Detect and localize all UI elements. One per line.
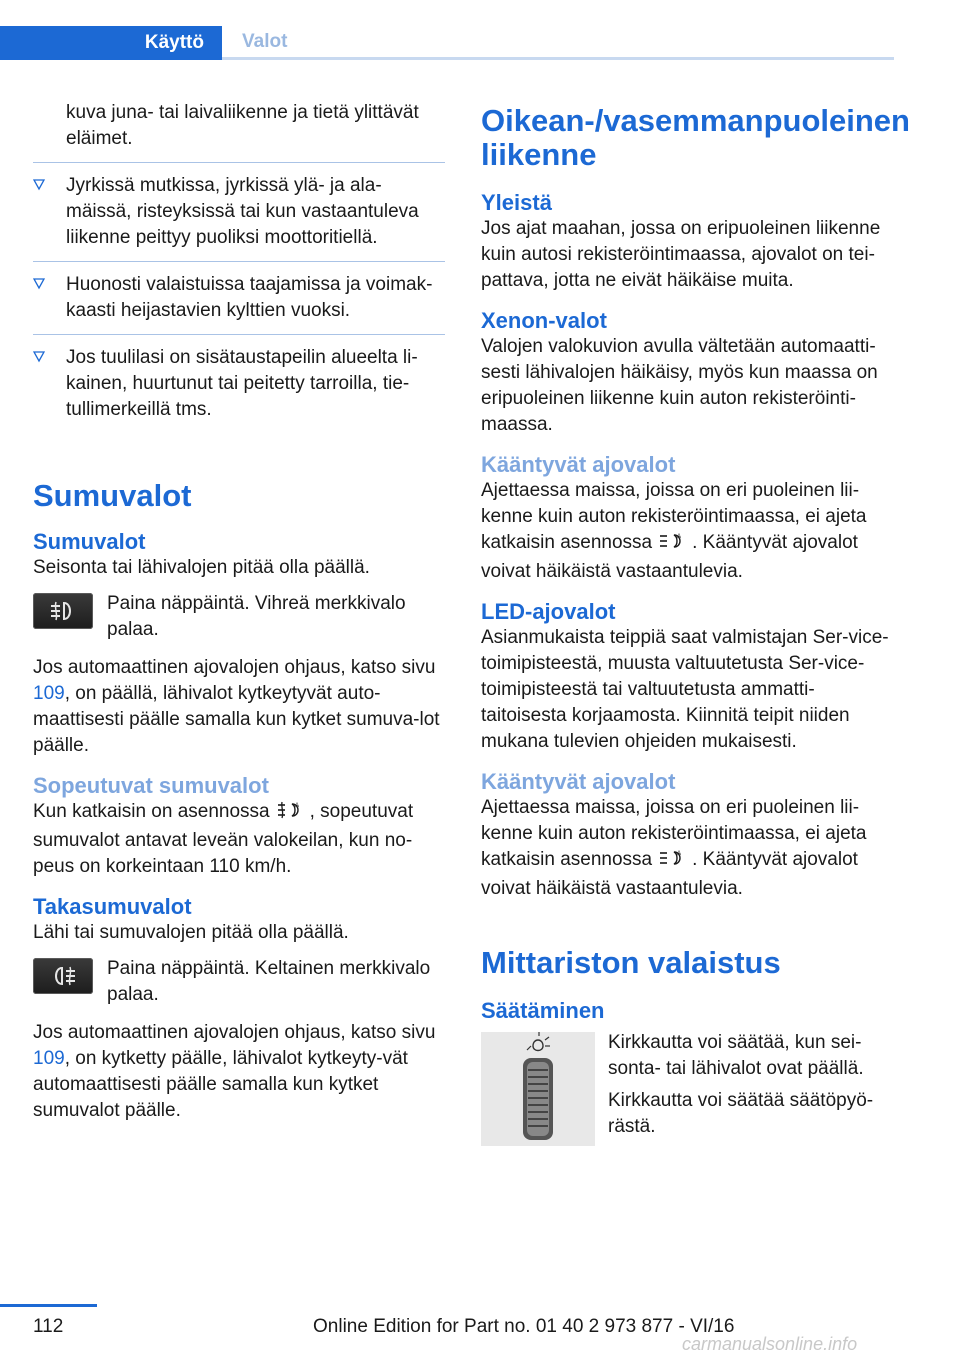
triangle-bullet-icon <box>33 173 45 191</box>
subsection-title-xenon: Xenon-valot <box>481 308 607 333</box>
sumuvalot-text: Seisonta tai lähivalojen pitää olla päällä. <box>33 557 370 578</box>
rear-auto-text-b: , on kytketty päälle, lähivalot kytkeyty-vät automaattisesti päälle samalla kun kytket sumuvalot päälle. <box>33 1048 408 1121</box>
bullet-divider <box>33 261 445 262</box>
subsection-title-adjust: Säätäminen <box>481 998 605 1023</box>
turning2-text-a: Ajettaessa maissa, joissa on eri puoleinen lii-kenne kuin auton rekisteröintimaassa, ei ajeta katkaisin asennossa <box>481 797 867 870</box>
turning-text-b: . Kääntyvät ajovalot voivat häikäistä vastaantulevia. <box>481 532 858 582</box>
left-column <box>33 100 445 1124</box>
header-tabbar <box>0 26 894 60</box>
tab-valot[interactable]: Valot <box>222 26 894 60</box>
subsection-title-adaptive-fog: Sopeutuvat sumuvalot <box>33 773 269 798</box>
tab-kaytto[interactable]: Käyttö <box>0 26 222 60</box>
subsection-title-turning-lights-2: Kääntyvät ajovalot <box>481 769 676 794</box>
turning2-text-b: . Kääntyvät ajovalot voivat häikäistä vastaantulevia. <box>481 849 858 899</box>
intro-continuation: kuva juna- tai laivaliikenne ja tietä ylittävät eläimet. <box>66 102 419 149</box>
turning-lights-text <box>481 478 897 585</box>
auto-light-switch-icon <box>658 848 686 876</box>
list-item <box>33 272 445 324</box>
rear-fog-light-icon <box>48 965 78 987</box>
bullet-text: Huonosti valaistuissa taajamissa ja voimak-kaasti heijastavien kylttien vuoksi. <box>66 274 433 321</box>
led-text: Asianmukaista teippiä saat valmistajan Ser-vice-toimipisteestä, muusta valtuutetusta Ser-vice-toimipisteestä tai valtuutetusta ammatti-taitoisesta korjaamosta. Kiinnitä teipit niiden mukana tulevien ohjeiden mukaisesti. <box>481 627 889 752</box>
svg-text:A: A <box>294 803 299 809</box>
xenon-text: Valojen valokuvion avulla vältetään automaatti-sesti lähivalojen häikäisy, myös kun maassa on eripuoleinen liikenne kuin auton rekisteröinti-maassa. <box>481 336 878 435</box>
rear-fog-text: Lähi tai sumuvalojen pitää olla päällä. <box>33 922 349 943</box>
auto-headlight-text <box>33 655 445 759</box>
section-title-traffic: Oikean-/vasemmanpuoleinen liikenne <box>481 103 910 172</box>
subsection-title-turning-lights: Kääntyvät ajovalot <box>481 452 676 477</box>
turning-lights-text-2 <box>481 795 897 902</box>
rear-auto-text-a: Jos automaattinen ajovalojen ohjaus, katso sivu <box>33 1022 436 1043</box>
subsection-title-sumuvalot: Sumuvalot <box>33 529 146 554</box>
svg-text:A: A <box>677 534 682 540</box>
section-title-instrument-lighting: Mittariston valaistus <box>481 945 781 980</box>
auto-light-switch-icon <box>658 531 686 559</box>
rear-fog-light-button <box>33 958 93 994</box>
right-column <box>481 100 910 1146</box>
triangle-bullet-icon <box>33 345 45 363</box>
triangle-bullet-icon <box>33 272 45 290</box>
rear-fog-button-text: Paina näppäintä. Keltainen merkkivalo palaa. <box>107 958 431 1005</box>
adjust-text-2: Kirkkautta voi säätää säätöpyö-rästä. <box>608 1090 874 1137</box>
front-fog-light-button <box>33 593 93 629</box>
auto-text-a: Jos automaattinen ajovalojen ohjaus, katso sivu <box>33 657 436 678</box>
bullet-divider <box>33 334 445 335</box>
auto-light-switch-icon <box>276 800 304 828</box>
bullet-text: Jos tuulilasi on sisätaustapeilin alueelta li-kainen, huurtunut tai peitetty tarroilla, tie-tullimerkeillä tms. <box>66 347 418 420</box>
adaptive-fog-text <box>33 799 445 880</box>
bullet-text: Jyrkissä mutkissa, jyrkissä ylä- ja ala-mäissä, risteyksissä tai kun vastaantuleva liikenne peittyy puoliksi moottoritiellä. <box>66 175 419 248</box>
subsection-title-general: Yleistä <box>481 190 552 215</box>
adjust-text-block <box>608 1030 897 1140</box>
rear-auto-headlight-text <box>33 1020 445 1124</box>
page-link-109[interactable]: 109 <box>33 1048 65 1069</box>
front-fog-button-text: Paina näppäintä. Vihreä merkkivalo palaa. <box>107 593 406 640</box>
svg-text:A: A <box>677 851 682 857</box>
page-number: 112 <box>33 1316 64 1337</box>
list-item <box>33 345 445 423</box>
front-fog-button-row <box>33 591 445 643</box>
subsection-title-rear-fog: Takasumuvalot <box>33 894 192 919</box>
turning-text-a: Ajettaessa maissa, joissa on eri puoleinen lii-kenne kuin auton rekisteröintimaassa, ei ajeta katkaisin asennossa <box>481 480 867 553</box>
section-title-sumuvalot: Sumuvalot <box>33 478 192 513</box>
edition-text: Online Edition for Part no. 01 40 2 973 877 - VI/16 <box>313 1316 735 1337</box>
adaptive-text-b: , sopeutuvat sumuvalot antavat leveän valokeilan, kun no-peus on korkeintaan 110 km/h. <box>33 801 414 877</box>
brightness-thumbwheel-image <box>481 1032 595 1146</box>
subsection-title-led: LED-ajovalot <box>481 599 616 624</box>
front-fog-light-icon <box>48 600 78 622</box>
general-text: Jos ajat maahan, jossa on eripuoleinen liikenne kuin autosi rekisteröintimaassa, ajovalot on tei-pattava, jotta ne eivät häikäise muita. <box>481 218 881 291</box>
rear-fog-button-row <box>33 956 445 1008</box>
auto-text-b: , on päällä, lähivalot kytkeytyvät auto-maattisesti päälle samalla kun kytket sumuva-lot päälle. <box>33 683 440 756</box>
page-link-109[interactable]: 109 <box>33 683 65 704</box>
list-item <box>33 173 445 251</box>
adjust-wheel-row <box>481 1030 897 1146</box>
instrument-light-icon <box>527 1032 550 1051</box>
watermark: carmanualsonline.info <box>682 1334 858 1354</box>
adaptive-text-a: Kun katkaisin on asennossa <box>33 801 270 822</box>
thumbwheel-illustration <box>481 1032 595 1146</box>
bullet-divider <box>33 162 445 163</box>
footer-accent-line <box>0 1304 97 1307</box>
adjust-text-1: Kirkkautta voi säätää, kun sei-sonta- tai lähivalot ovat päällä. <box>608 1032 864 1079</box>
